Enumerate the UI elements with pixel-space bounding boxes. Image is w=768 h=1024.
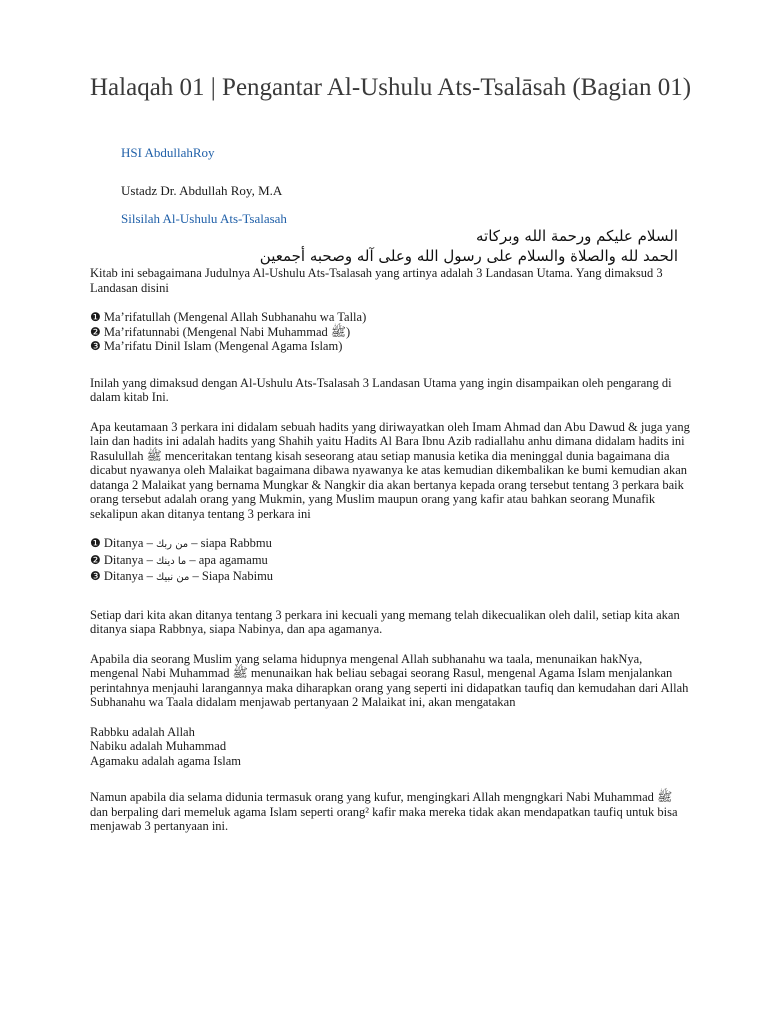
question-suffix: – apa agamamu [189,552,268,567]
number-badge: ❷ [90,552,101,567]
paragraph-meaning: Inilah yang dimaksud dengan Al-Ushulu Ats-Tsalasah 3 Landasan Utama yang ingin disampaikan oleh pengarang di dalam kitab Ini. [90,375,672,404]
questions-list [90,536,690,586]
question-prefix: Ditanya – [103,552,153,567]
list-item [90,339,690,354]
list-item [90,310,690,325]
answer-line: Rabbku adalah Allah [90,724,195,739]
number-badge: ❶ [90,310,101,324]
question-arabic: من ربك [155,539,189,550]
list-item [90,569,690,586]
number-badge: ❷ [90,324,101,339]
paragraph-kafir: Namun apabila dia selama didunia termasuk orang yang kufur, mengingkari Allah mengngkari Nabi Muhammad ﷺ dan berpaling dari memeluk agama Islam seperti orang² kafir maka mereka tidak akan mendapatkan taufiq untuk bisa menjawab 3 pertanyaan ini. [90,790,678,833]
number-badge: ❶ [90,536,101,550]
paragraph-intro: Kitab ini sebagaimana Judulnya Al-Ushulu Ats-Tsalasah yang artinya adalah 3 Landasan Utama. Yang dimaksud 3 Landasan disini [90,266,663,295]
arabic-praise: الحمد لله والصلاة والسلام على رسول الله وعلى آله وصحبه أجمعين [259,247,678,265]
channel-link[interactable]: HSI AbdullahRoy [121,145,215,160]
paragraph-importance: Apa keutamaan 3 perkara ini didalam sebuah hadits yang diriwayatkan oleh Imam Ahmad dan Abu Dawud & juga yang lain dan hadits ini adalah hadits yang Shahih yaitu Hadits Al Bara Ibnu Azib radiallahu anhu dimana didalam hadits ini Rasulullah ﷺ menceritakan tentang kisah seseorang atau setiap manusia ketika dia meninggal dunia bagaimana dia dicabut nyawanya oleh Malaikat bagaimana dibawa nyawanya ke atas kemudian dikembalikan ke bumi kemudian akan datanga 2 Malaikat yang bernama Mungkar & Nangkir dia akan bertanya kepada orang tersebut tentang 3 perkara baik orang tersebut adalah orang yang Mukmin, yang Muslim maupun orang yang kafir atau bahkan seorang Munafik sekalipun akan ditanya tentang 3 perkara ini [90,419,690,521]
article-body [90,266,690,849]
answer-line: Nabiku adalah Muhammad [90,739,227,753]
question-prefix: Ditanya – [103,536,153,550]
question-prefix: Ditanya – [103,569,153,583]
paragraph-muslim: Apabila dia seorang Muslim yang selama hidupnya mengenal Allah subhanahu wa taala, menunaikan hakNya, mengenal Nabi Muhammad ﷺ menunaikan hak beliau sebagai seorang Rasul, mengenal Agama Islam menjalankan perintahnya menjauhi larangannya maka diharapkan orang yang seperti ini didapatkan taufiq dan kemudahan dari Allah Subhanahu wa Taala didalam menjawab pertanyaan 2 Malaikat ini, akan mengatakan [90,651,689,709]
list-item-text: Ma’rifatullah (Mengenal Allah Subhanahu wa Talla) [103,310,367,324]
list-item [90,553,690,570]
answers-list [90,725,690,769]
number-badge: ❸ [90,339,101,353]
question-arabic: ما دينك [155,555,187,567]
arabic-greeting: السلام عليكم ورحمة الله وبركاته [476,227,678,245]
author-name: Ustadz Dr. Abdullah Roy, M.A [121,183,283,198]
number-badge: ❸ [90,569,101,583]
landasan-list [90,310,690,354]
series-link[interactable]: Silsilah Al-Ushulu Ats-Tsalasah [121,211,287,226]
question-suffix: – Siapa Nabimu [192,569,274,583]
page-title: Halaqah 01 | Pengantar Al-Ushulu Ats-Tsalāsah (Bagian 01) [90,74,692,101]
question-suffix: – siapa Rabbmu [191,536,272,550]
paragraph-everyone: Setiap dari kita akan ditanya tentang 3 perkara ini kecuali yang memang telah dikecualikan oleh dalil, setiap kita akan ditanya siapa Rabbnya, siapa Nabinya, dan apa agamanya. [90,607,680,636]
answer-line: Agamaku adalah agama Islam [90,753,241,768]
list-item-text: Ma’rifatu Dinil Islam (Mengenal Agama Islam) [103,339,343,353]
question-arabic: من نبيك [155,572,190,583]
list-item [90,325,690,340]
list-item-text: Ma’rifatunnabi (Mengenal Nabi Muhammad ﷺ) [103,324,351,339]
list-item [90,536,690,553]
